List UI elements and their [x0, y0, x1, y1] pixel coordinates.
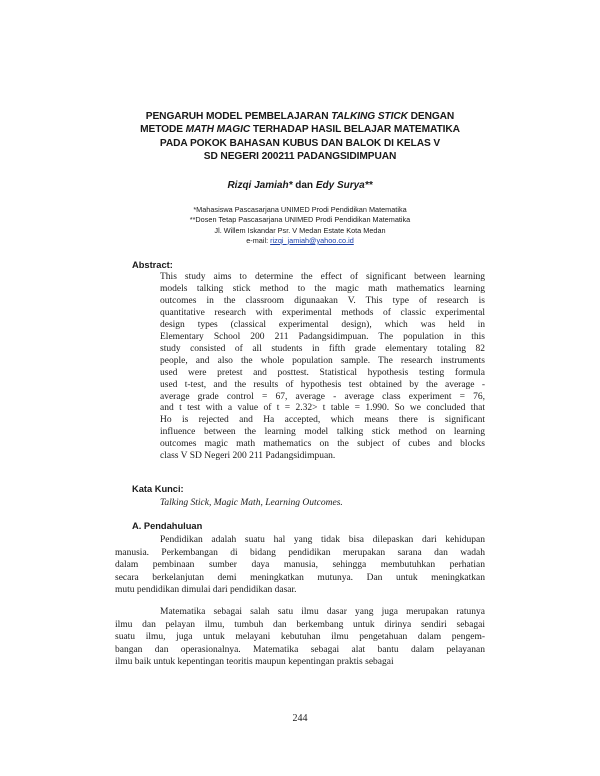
abstract-line: outcomes magic math mathematics on the subject of cubes and blocks — [160, 439, 485, 450]
abstract-line: and t test with a value of t = 2.32> t table = 1.990. So we concluded that — [160, 403, 485, 414]
abstract-line: quantitative research with experimental methods of classic experimental — [160, 307, 485, 318]
p1-line: Pendidikan adalah suatu hal yang tidak bisa dilepaskan dari kehidupan — [160, 535, 485, 545]
abstract-line: used were pretest and posttest. Statistical hypothesis testing formula — [160, 367, 485, 378]
affiliation-email: e-mail: rizqi_jamiah@yahoo.co.id — [246, 235, 354, 245]
title-line-1: PENGARUH MODEL PEMBELAJARAN TALKING STICK DENGAN — [145, 111, 455, 122]
p2-line: suatu ilmu, juga untuk melayani kebutuhan ilmu pengetahuan dalam pengem- — [115, 632, 485, 642]
p1-line: secara berkelanjutan demi meningkatkan mutunya. Dan untuk meningkatkan — [115, 572, 485, 583]
affiliations — [100, 205, 500, 246]
author-2: Edy Surya** — [315, 180, 373, 191]
abstract-line: used t-test, and the results of hypothesis test obtained by the average - — [160, 379, 485, 390]
abstract-line: influence between the learning model talking stick method on learning — [160, 427, 485, 438]
title-line-3: PADA POKOK BAHASAN KUBUS DAN BALOK DI KELAS V — [159, 137, 441, 149]
abstract-line: Elementary School 200 211 Padangsidimpuan. The population in this — [160, 331, 485, 342]
section-heading-pendahuluan: A. Pendahuluan — [132, 521, 203, 531]
abstract-line: study consisted of all students in fifth grade elementary totaling 82 — [160, 343, 485, 354]
p2-line: ilmu dan pelayan ilmu, tumbuh dan berkembang untuk dirinya sendiri sebagai — [115, 619, 485, 630]
affiliation-1: *Mahasiswa Pascasarjana UNIMED Prodi Pendidikan Matematika — [193, 205, 407, 214]
author-separator: dan — [292, 180, 316, 191]
title-line-2: METODE MATH MAGIC TERHADAP HASIL BELAJAR MATEMATIKA — [140, 124, 460, 136]
abstract-body — [160, 272, 485, 463]
abstract-line: Ho is rejected and Ha accepted, which means there is significant — [160, 415, 485, 426]
affiliation-2: **Dosen Tetap Pascasarjana UNIMED Prodi Pendidikan Matematika — [189, 215, 411, 225]
p2-line: Matematika sebagai salah satu ilmu dasar yang juga merupakan ratunya — [160, 607, 485, 617]
abstract-line: outcomes in the classroom digunaakan V. This type of research is — [160, 295, 485, 306]
author-1: Rizqi Jamiah* — [227, 180, 293, 191]
keywords-text: Talking Stick, Magic Math, Learning Outcomes. — [160, 498, 343, 508]
affiliation-address: Jl. Willem Iskandar Psr. V Medan Estate Kota Medan — [214, 225, 386, 235]
keywords-heading: Kata Kunci: — [132, 484, 184, 494]
abstract-line: average grade control = 67, average - average class experiment = 76, — [160, 391, 485, 402]
paragraph-2 — [115, 606, 485, 669]
page-number: 244 — [292, 713, 308, 724]
abstract-line: models talking stick method to the magic math mathematics learning — [160, 283, 485, 294]
authors — [100, 180, 500, 191]
p1-line: dalam pembinaan sumber daya manusia, sehingga membutuhkan perhatian — [115, 560, 485, 570]
abstract-line: design types (classical experimental design), which was held in — [160, 319, 485, 330]
p2-line: ilmu baik untuk kepentingan teoritis maupun kepentingan praktis sebagai — [115, 657, 394, 667]
abstract-heading: Abstract: — [132, 260, 173, 270]
p2-line: bangan dan operasionalnya. Matematika sebagai alat bantu dalam pelayanan — [115, 644, 485, 655]
abstract-line: people, and also the whole population sample. The research instruments — [160, 355, 485, 366]
title-line-4: SD NEGERI 200211 PADANGSIDIMPUAN — [203, 151, 397, 163]
abstract-line: class V SD Negeri 200 211 Padangsidimpuan. — [160, 451, 336, 462]
paper-title — [100, 110, 500, 164]
abstract-line: This study aims to determine the effect of significant between learning — [160, 272, 485, 282]
paragraph-1 — [115, 534, 485, 597]
email-link[interactable]: rizqi_jamiah@yahoo.co.id — [270, 235, 354, 245]
p1-line: manusia. Perkembangan di bidang pendidikan merupakan sarana dan wadah — [115, 547, 485, 558]
p1-line: mutu pendidikan dimulai dari pendidikan dasar. — [115, 585, 297, 595]
